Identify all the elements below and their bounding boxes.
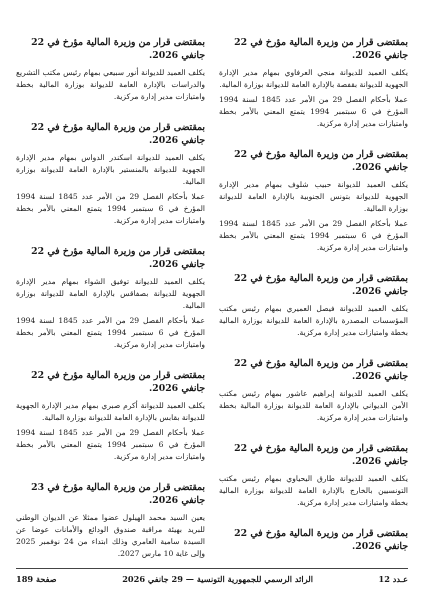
decree-title: بمقتضى قرار من وزيرة المالية مؤرخ في 22 جانفي 2026. (31, 370, 205, 394)
decree-legal-basis: عملا بأحكام الفصل 29 من الأمر عدد 1845 لسنة 1994 المؤرخ في 6 سبتمبر 1994 يتمتع المعني بالأمر بخطة وامتيازات مدير إدارة مركزية. (219, 95, 408, 128)
left-column (16, 36, 205, 558)
decree-text: يكلف العميد للديوانة منجي العرفاوي بمهام مدير الإدارة الجهوية للديوانة بقفصة بالإدارة العامة للديوانة بوزارة المالية. (219, 68, 408, 89)
decree-entry (16, 245, 205, 351)
decree-title: بمقتضى قرار من وزيرة المالية مؤرخ في 22 جانفي 2026. (234, 37, 408, 61)
decree-legal-basis: عملا بأحكام الفصل 29 من الأمر عدد 1845 لسنة 1994 المؤرخ في 6 سبتمبر 1994 يتمتع المعني بالأمر بخطة وامتيازات مدير إدارة مركزية. (16, 428, 205, 461)
decree-body (16, 400, 205, 463)
decree-title: بمقتضى قرار من وزيرة المالية مؤرخ في 22 جانفي 2026. (234, 443, 408, 467)
decree-title: بمقتضى قرار من وزيرة المالية مؤرخ في 23 جانفي 2026. (31, 482, 205, 506)
decree-entry (16, 481, 205, 558)
decree-title: بمقتضى قرار من وزيرة المالية مؤرخ في 22 جانفي 2026. (234, 273, 408, 297)
decree-body (16, 152, 205, 227)
decree-text: يكلف العميد للديوانة حبيب شلوف بمهام مدير الإدارة الجهوية للديوانة بتونس الجنوبية بالإدارة العامة للديوانة بوزارة المالية. (219, 180, 408, 213)
decree-body (219, 473, 408, 509)
decree-legal-basis: عملا بأحكام الفصل 29 من الأمر عدد 1845 لسنة 1994 المؤرخ في 6 سبتمبر 1994 يتمتع المعني بالأمر بخطة وامتيازات مدير إدارة مركزية. (16, 192, 205, 225)
decree-entry (219, 527, 408, 558)
right-column (219, 36, 408, 558)
decree-entry (219, 357, 408, 424)
decree-entry (219, 36, 408, 130)
decree-entry (16, 369, 205, 463)
journal-title: الرائد الرسمي للجمهورية التونسية — 29 جانفي 2026 (122, 574, 313, 584)
decree-legal-basis: عملا بأحكام الفصل 29 من الأمر عدد 1845 لسنة 1994 المؤرخ في 6 سبتمبر 1994 يتمتع المعني بالأمر بخطة وامتيازات مدير إدارة مركزية. (16, 316, 205, 349)
decree-title: بمقتضى قرار من وزيرة المالية مؤرخ في 22 جانفي 2026. (31, 37, 205, 61)
decree-entry (16, 36, 205, 103)
decree-text: يعين السيد محمد الهيلول عضوا ممثلا عن الديوان الوطني للبريد بهيئة مراقبة صندوق الودائع والأمانات عوضا عن السيدة سامية العامري وذلك ابتداء من 24 نوفمبر 2025 وإلى غاية 10 مارس 2027. (16, 513, 205, 558)
decree-body (219, 67, 408, 130)
decree-text: يكلف العميد للديوانة فيصل العميري بمهام رئيس مكتب المؤسسات المصدرة بالإدارة العامة للديوانة بوزارة المالية بخطة وامتيازات مدير إدارة مركزية. (219, 304, 408, 337)
decree-body (16, 67, 205, 103)
decree-text: يكلف العميد للديوانة إبراهيم عاشور بمهام رئيس مكتب الأمن الديواني بالإدارة العامة للديوانة بوزارة المالية بخطة وامتيازات مدير إدارة مركزية. (219, 389, 408, 422)
decree-title: بمقتضى قرار من وزيرة المالية مؤرخ في 22 جانفي 2026. (234, 149, 408, 173)
decree-entry (219, 272, 408, 339)
issue-number: عـدد 12 (378, 574, 408, 584)
decree-entry (219, 442, 408, 509)
two-column-layout (16, 36, 408, 558)
decree-text: يكلف العميد للديوانة طارق اليحياوي بمهام رئيس مكتب التونسيين بالخارج بالإدارة العامة للديوانة بوزارة المالية بخطة وامتيازات مدير إدارة مركزية. (219, 474, 408, 507)
decree-title: بمقتضى قرار من وزيرة المالية مؤرخ في 22 جانفي 2026. (234, 358, 408, 382)
decree-body (16, 512, 205, 558)
page-number: صفحة 189 (16, 574, 57, 584)
decree-text: يكلف العميد للديوانة اسكندر الدواس بمهام مدير الإدارة الجهوية للديوانة بالمنستير بالإدارة العامة للديوانة بوزارة المالية. (16, 153, 205, 186)
decree-body (219, 388, 408, 424)
decree-body (219, 179, 408, 254)
decree-entry (219, 148, 408, 254)
decree-body (219, 303, 408, 339)
decree-title: بمقتضى قرار من وزيرة المالية مؤرخ في 22 جانفي 2026. (234, 528, 408, 552)
decree-title: بمقتضى قرار من وزيرة المالية مؤرخ في 22 جانفي 2026. (31, 122, 205, 146)
decree-entry (16, 121, 205, 227)
decree-text: يكلف العميد للديوانة أنور سبيعي بمهام رئيس مكتب التشريع والدراسات بالإدارة العامة للديوانة بوزارة المالية بخطة وامتيازات مدير إدارة مركزية. (16, 68, 205, 101)
decree-text: يكلف العميد للديوانة أكرم صبري بمهام مدير الإدارة الجهوية للديوانة بقابس بالإدارة العامة للديوانة بوزارة المالية. (16, 401, 205, 422)
decree-legal-basis: عملا بأحكام الفصل 29 من الأمر عدد 1845 لسنة 1994 المؤرخ في 6 سبتمبر 1994 يتمتع المعني بالأمر بخطة وامتيازات مدير إدارة مركزية. (219, 219, 408, 252)
decree-text: يكلف العميد للديوانة توفيق الشواء بمهام مدير الإدارة الجهوية للديوانة بصفاقس بالإدارة العامة للديوانة بوزارة المالية. (16, 277, 205, 310)
page-footer (16, 568, 408, 587)
decree-body (16, 276, 205, 351)
decree-title: بمقتضى قرار من وزيرة المالية مؤرخ في 22 جانفي 2026. (31, 246, 205, 270)
